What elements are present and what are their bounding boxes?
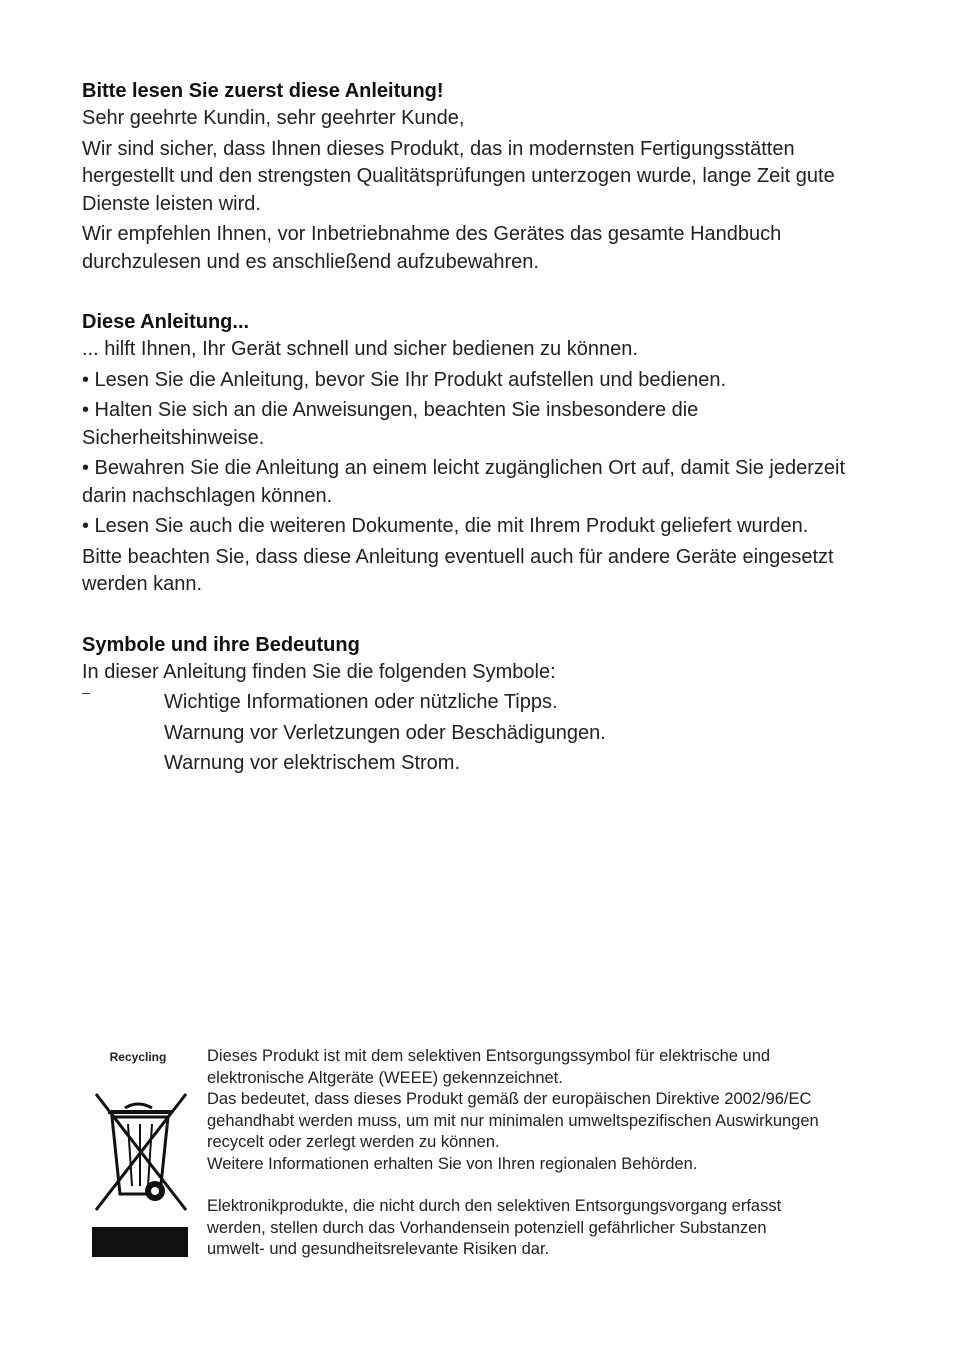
recycling-label: Recycling xyxy=(109,1050,167,1064)
crossed-out-wheelie-bin-icon xyxy=(92,1090,192,1265)
recycling-paragraph-3: Weitere Informationen erhalten Sie von Ihren regionalen Behörden. xyxy=(207,1154,698,1173)
symbol-item-info xyxy=(82,684,882,717)
symbols-lead: In dieser Anleitung finden Sie die folgenden Symbole: xyxy=(82,660,556,683)
symbols-list xyxy=(82,684,882,778)
symbol-item-electric xyxy=(82,750,882,778)
dash-mark: – xyxy=(82,684,90,700)
recycling-paragraph-4: Elektronikprodukte, die nicht durch den selektiven Entsorgungsvorgang erfasst werden, stellen durch das Vorhandensein potenziell gefährlicher Substanzen umwelt- und gesundheitsrelevante Risiken dar. xyxy=(207,1197,782,1258)
symbol-item-label: Wichtige Informationen oder nützliche Tipps. xyxy=(164,691,558,713)
intro-paragraph-1: Wir sind sicher, dass Ihnen dieses Produkt, das in modernsten Fertigungsstätten hergestellt und den strengsten Qualitätsprüfungen unterzogen wurde, lange Zeit gute Dienste leisten wird. xyxy=(82,137,835,215)
symbol-item-label: Warnung vor Verletzungen oder Beschädigungen. xyxy=(164,721,606,744)
symbol-item-warning xyxy=(82,720,882,748)
recycling-paragraph-1: Dieses Produkt ist mit dem selektiven Entsorgungssymbol für elektrische und elektronische Altgeräte (WEEE) gekennzeichnet. xyxy=(207,1047,771,1087)
guide-lead: ... hilft Ihnen, Ihr Gerät schnell und sicher bedienen zu können. xyxy=(82,338,638,360)
recycling-paragraph-2: Das bedeutet, dass dieses Produkt gemäß der europäischen Direktive 2002/96/EC gehandhabt werden muss, um mit nur minimalen umweltspezifischen Auswirkungen recycelt oder zerlegt werden zu können. xyxy=(207,1090,819,1151)
symbols-heading: Symbole und ihre Bedeutung xyxy=(82,633,360,656)
guide-heading: Diese Anleitung... xyxy=(82,311,250,333)
intro-salutation: Sehr geehrte Kundin, sehr geehrter Kunde, xyxy=(82,107,465,129)
symbol-item-label: Warnung vor elektrischem Strom. xyxy=(164,752,461,774)
guide-note: Bitte beachten Sie, dass diese Anleitung eventuell auch für andere Geräte eingesetzt werden kann. xyxy=(82,545,834,595)
recycling-text xyxy=(207,1046,827,1261)
guide-bullet: • Lesen Sie auch die weiteren Dokumente, die mit Ihrem Produkt geliefert wurden. xyxy=(82,515,809,537)
guide-bullet: • Bewahren Sie die Anleitung an einem leicht zugänglichen Ort auf, damit Sie jederzeit darin nachschlagen können. xyxy=(82,457,846,507)
intro-heading: Bitte lesen Sie zuerst diese Anleitung! xyxy=(82,80,444,102)
recycling-block xyxy=(92,1050,192,1064)
guide-bullet: • Lesen Sie die Anleitung, bevor Sie Ihr Produkt aufstellen und bedienen. xyxy=(82,368,727,391)
manual-page xyxy=(82,78,882,781)
guide-bullet: • Halten Sie sich an die Anweisungen, beachten Sie insbesondere die Sicherheitshinweise. xyxy=(82,399,699,449)
intro-paragraph-2: Wir empfehlen Ihnen, vor Inbetriebnahme des Gerätes das gesamte Handbuch durchzulesen und es anschließend aufzubewahren. xyxy=(82,223,782,273)
